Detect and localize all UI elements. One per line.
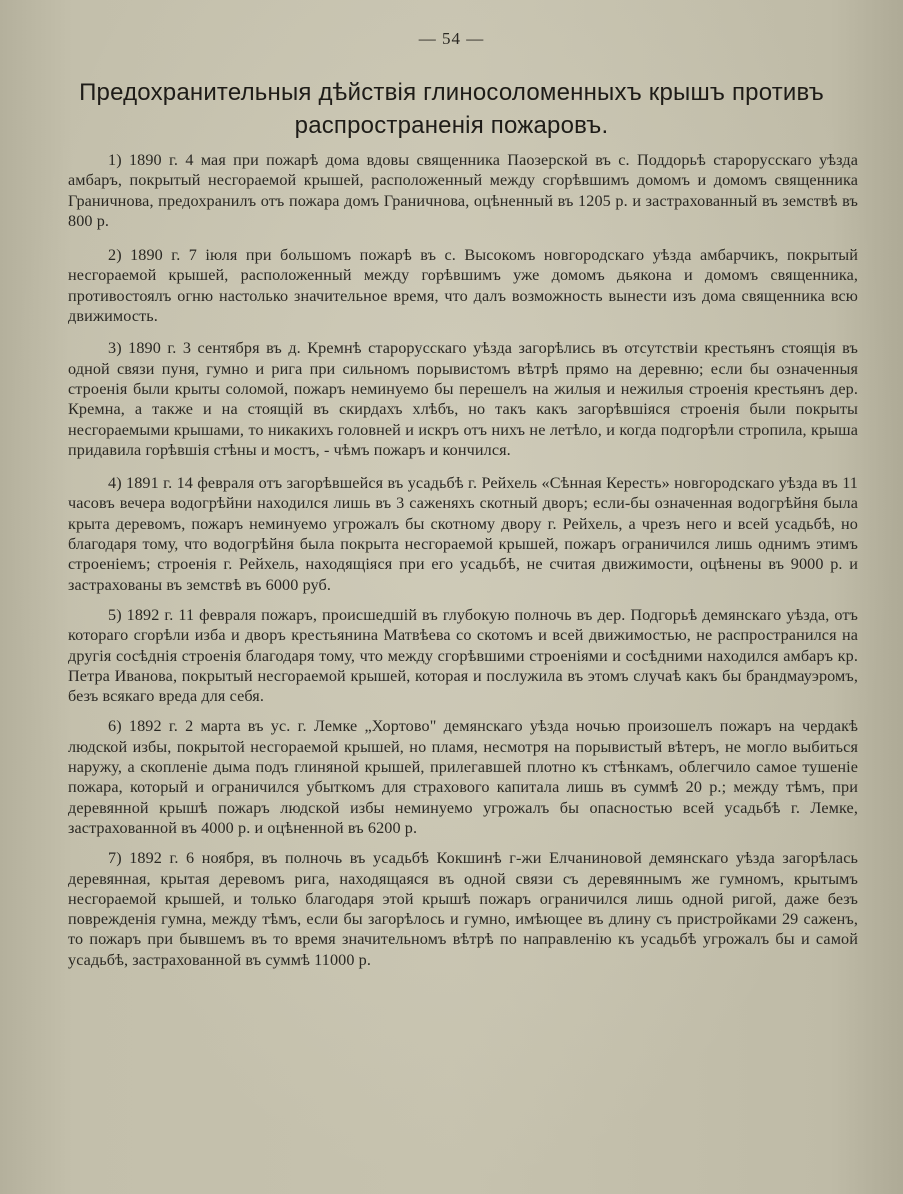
page-title — [40, 76, 863, 142]
paragraph-5: 5) 1892 г. 11 февраля пожаръ, происшедшій въ глубокую полночь въ дер. Подгорьѣ демянскаго уѣзда, отъ котораго сгорѣли изба и дворъ крестьянина Матвѣева со скотомъ и всей движимостью, не распространился на другія сосѣднія строенія благодаря тому, что между сгорѣвшими строеніями и сосѣдними находился амбаръ кр. Петра Иванова, покрытый несгораемой крышей, которая и послужила въ этомъ случаѣ какъ бы брандмауэромъ, безъ всякаго вреда для себя. — [68, 605, 858, 706]
title-line-1: Предохранительныя дѣйствія глиносоломенныхъ крышъ противъ — [79, 79, 824, 106]
paragraph-7: 7) 1892 г. 6 ноября, въ полночь въ усадьбѣ Кокшинѣ г-жи Елчаниновой демянскаго уѣзда загорѣлась деревянная, крытая деревомъ рига, находящаяся въ одной связи съ деревяннымъ же гумномъ, крытымъ несгораемой крышей, и только благодаря этой крышѣ пожаръ ограничился лишь одной ригой, даже безъ поврежденія гумна, между тѣмъ, если бы загорѣлось и гумно, имѣющее въ длину съ пристройками 29 саженъ, то пожаръ при бывшемъ въ то время значительномъ вѣтрѣ по направленію къ усадьбѣ угрожалъ бы и самой усадьбѣ, застрахованной въ суммѣ 11000 р. — [68, 849, 858, 969]
paragraph-1: 1) 1890 г. 4 мая при пожарѣ дома вдовы священника Паозерской въ с. Поддорьѣ старорусскаго уѣзда амбаръ, покрытый несгораемой крышей, расположенный между сгорѣвшимъ домомъ и домомъ священника Граничнова, предохранилъ отъ пожара домъ Граничнова, оцѣненный въ 1205 р. и застрахованный въ земствѣ въ 800 р. — [68, 151, 858, 230]
document-body — [68, 150, 858, 982]
paragraph-3: 3) 1890 г. 3 сентября въ д. Кремнѣ старорусскаго уѣзда загорѣлись въ отсутствіи крестьянъ стоящія въ одной связи пуня, гумно и рига при сильномъ порывистомъ вѣтрѣ прямо на деревню; если бы означенныя строенія были крыты соломой, пожаръ неминуемо бы перешелъ на жилыя и нежилыя строенія крестьянъ дер. Кремна, а также и на стоящій въ скирдахъ хлѣбъ, но такъ какъ загорѣвшіяся строенія были покрыты несгораемыми крышами, то никакихъ головней и искръ отъ нихъ не летѣло, и когда подгорѣли стропила, крыша придавила горѣвшія стѣны и мостъ, - чѣмъ пожаръ и кончился. — [68, 339, 858, 459]
paragraph-2: 2) 1890 г. 7 іюля при большомъ пожарѣ въ с. Высокомъ новгородскаго уѣзда амбарчикъ, покрытый несгораемой крышей, расположенный между горѣвшимъ уже домомъ дьякона и домомъ священника, противостоялъ огню настолько значительное время, что далъ возможность вынести изъ дома священника всю движимость. — [68, 246, 858, 326]
paragraph-6: 6) 1892 г. 2 марта въ ус. г. Лемке „Хортово" демянскаго уѣзда ночью произошелъ пожаръ на чердакѣ людской избы, покрытой несгораемой крышей, но пламя, несмотря на порывистый вѣтеръ, не могло выбиться наружу, а скопленіе дыма подъ глиняной крышей, прилегавшей плотно къ стѣнкамъ, облегчило самое тушеніе пожара, который и ограничился убыткомъ для страхового капитала лишь въ суммѣ 20 р.; между тѣмъ, при деревянной крышѣ пожаръ людской избы неминуемо угрожалъ бы опасностью всей усадьбѣ г. Лемке, застрахованной въ 4000 р. и оцѣненной въ 6200 р. — [68, 717, 858, 837]
title-line-2: распространенія пожаровъ. — [294, 112, 609, 139]
page-number: — 54 — — [418, 29, 485, 48]
paragraph-4: 4) 1891 г. 14 февраля отъ загорѣвшейся въ усадьбѣ г. Рейхель «Сѣнная Кересть» новгородскаго уѣзда въ 11 часовъ вечера водогрѣйни находился лишь въ 3 саженяхъ скотный дворъ; если-бы означенная водогрѣйня была крыта деревомъ, пожаръ неминуемо угрожалъ бы скотному двору г. Рейхель, а чрезъ него и всей усадьбѣ, но благодаря тому, что водогрѣйня была покрыта несгораемой крышей, пожаръ ограничился лишь однимъ этимъ строеніемъ; строенія г. Рейхель, находящіяся при его усадьбѣ, не считая движимости, оцѣнены въ 9000 р. и застрахованы въ земствѣ въ 6000 руб. — [68, 474, 858, 594]
